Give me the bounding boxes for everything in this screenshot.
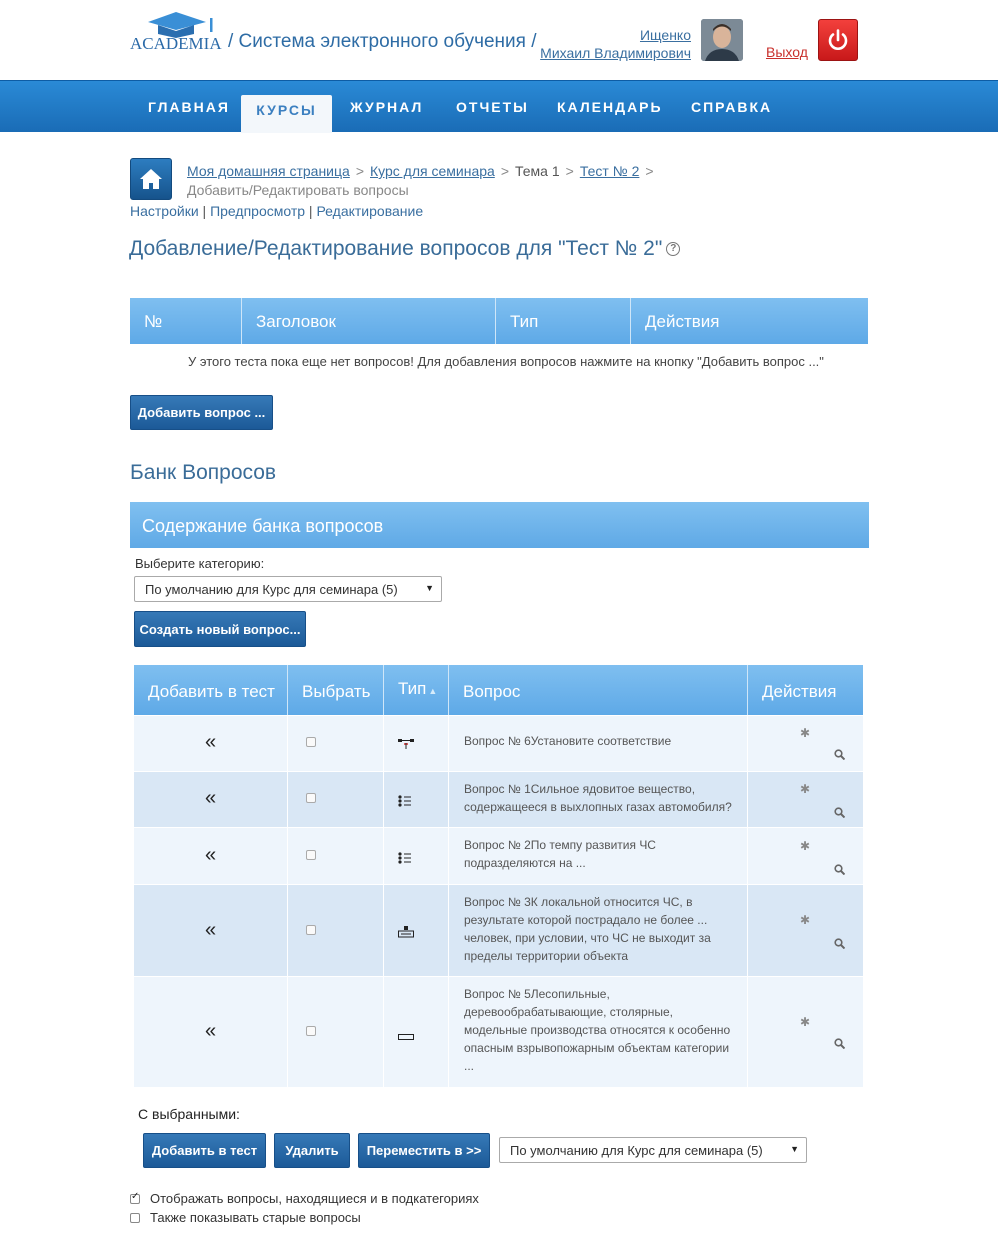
select-checkbox[interactable]: [306, 850, 316, 860]
user-lastname-link[interactable]: Ищенко: [639, 27, 691, 43]
dropdown-arrow-icon: ▼: [790, 1144, 799, 1154]
show-subcategories-checkbox[interactable]: [130, 1194, 140, 1204]
nav-item-reports[interactable]: ОТЧЕТЫ: [456, 99, 529, 115]
dropdown-arrow-icon: ▼: [425, 583, 434, 593]
move-to-button[interactable]: Переместить в >>: [358, 1133, 490, 1168]
breadcrumb-course[interactable]: Курс для семинара: [370, 163, 495, 179]
question-text: Вопрос № 5Лесопильные, деревообрабатывающие, столярные, модельные производства относятся к особенно опасным взрывопожарным объектам категории ...: [464, 987, 731, 1073]
breadcrumb-test[interactable]: Тест № 2: [579, 163, 640, 179]
table-row: [134, 976, 863, 1087]
table-row: [134, 884, 863, 976]
select-checkbox[interactable]: [306, 925, 316, 935]
breadcrumb-topic: Тема 1: [515, 163, 560, 179]
add-to-test-icon[interactable]: «: [204, 844, 217, 866]
add-to-test-icon[interactable]: «: [204, 919, 217, 941]
user-photo-icon: [701, 19, 743, 61]
question-text: Вопрос № 1Сильное ядовитое вещество, содержащееся в выхлопных газах автомобиля?: [464, 782, 732, 814]
power-icon: [826, 28, 850, 52]
home-button[interactable]: [130, 158, 172, 200]
page-title-text: Добавление/Редактирование вопросов для "Тест № 2": [129, 237, 663, 260]
breadcrumb-current: Добавить/Редактировать вопросы: [187, 182, 409, 198]
column-header-actions: Действия: [645, 312, 720, 331]
add-to-test-icon[interactable]: «: [204, 1020, 217, 1042]
category-select[interactable]: [134, 576, 442, 602]
with-selected-label: С выбранными:: [138, 1106, 240, 1122]
settings-links: [130, 203, 423, 219]
add-to-test-icon[interactable]: «: [204, 731, 217, 753]
question-text: Вопрос № 3К локальной относится ЧС, в результате которой пострадало не более ... человек, при условии, что ЧС не выходит за пределы территории объекта: [464, 895, 711, 963]
breadcrumb-separator: >: [500, 163, 509, 179]
column-header-actions: Действия: [762, 682, 837, 701]
show-subcategories-label: Отображать вопросы, находящиеся и в подкатегориях: [150, 1191, 479, 1206]
question-text: Вопрос № 6Установите соответствие: [464, 734, 672, 748]
preview-link[interactable]: Предпросмотр: [210, 203, 306, 219]
preview-magnifier-icon[interactable]: [834, 936, 845, 954]
breadcrumb-home[interactable]: Моя домашняя страница: [187, 163, 350, 179]
link-separator: |: [202, 203, 207, 219]
breadcrumb: [187, 162, 687, 200]
column-header-type[interactable]: [384, 665, 449, 715]
select-checkbox[interactable]: [306, 793, 316, 803]
gear-icon[interactable]: ✱: [800, 782, 811, 796]
help-icon[interactable]: ?: [666, 242, 680, 256]
user-name-link[interactable]: Михаил Владимирович: [540, 45, 691, 61]
preview-magnifier-icon[interactable]: [834, 747, 845, 765]
delete-button[interactable]: Удалить: [274, 1133, 350, 1168]
logout-link[interactable]: Выход: [766, 44, 808, 60]
category-select-value: По умолчанию для Курс для семинара (5): [145, 582, 398, 597]
power-button[interactable]: [818, 19, 858, 61]
preview-magnifier-icon[interactable]: [834, 862, 845, 880]
column-header-question: Вопрос: [449, 665, 748, 715]
home-icon: [138, 167, 164, 191]
empty-message: У этого теста пока еще нет вопросов! Для добавления вопросов нажмите на кнопку "Добавить вопрос ...": [188, 354, 824, 369]
show-subcategories-option: [130, 1191, 479, 1206]
move-target-select[interactable]: [499, 1137, 807, 1163]
gear-icon[interactable]: ✱: [800, 839, 811, 853]
table-row: [134, 771, 863, 827]
column-header-add-to-test: Добавить в тест: [134, 665, 288, 715]
show-old-label: Также показывать старые вопросы: [150, 1210, 361, 1225]
question-bank-title: Банк Вопросов: [130, 461, 277, 484]
academia-logo[interactable]: [130, 12, 222, 54]
nav-item-journal[interactable]: ЖУРНАЛ: [350, 99, 424, 115]
table-row: [134, 827, 863, 884]
column-header-type-label: Тип: [398, 679, 427, 698]
edit-link[interactable]: Редактирование: [316, 203, 424, 219]
avatar[interactable]: [701, 19, 743, 61]
question-text: Вопрос № 2По темпу развития ЧС подразделяются на ...: [464, 838, 656, 870]
nav-item-courses[interactable]: КУРСЫ: [241, 95, 332, 133]
column-header-type: Тип: [496, 298, 631, 344]
breadcrumb-separator: >: [645, 163, 654, 179]
add-to-test-button[interactable]: Добавить в тест: [143, 1133, 266, 1168]
question-bank-table: [134, 665, 863, 1087]
column-header-number: №: [130, 298, 242, 344]
breadcrumb-separator: >: [355, 163, 364, 179]
multichoice-icon: [398, 851, 412, 869]
select-checkbox[interactable]: [306, 1026, 316, 1036]
main-nav: [0, 80, 998, 132]
select-checkbox[interactable]: [306, 737, 316, 747]
add-question-button[interactable]: Добавить вопрос ...: [130, 395, 273, 430]
preview-magnifier-icon[interactable]: [834, 805, 845, 823]
shortanswer-icon: [398, 1028, 414, 1046]
create-question-button[interactable]: Создать новый вопрос...: [134, 611, 306, 647]
multichoice-icon: [398, 794, 412, 812]
question-bank-bar: Содержание банка вопросов: [130, 502, 869, 548]
column-header-title: Заголовок: [242, 298, 496, 344]
column-header-select: Выбрать: [288, 665, 384, 715]
site-title: / Система электронного обучения /: [228, 31, 537, 52]
add-to-test-icon[interactable]: «: [204, 787, 217, 809]
nav-item-home[interactable]: ГЛАВНАЯ: [148, 99, 230, 115]
move-target-value: По умолчанию для Курс для семинара (5): [510, 1143, 763, 1158]
nav-item-help[interactable]: СПРАВКА: [691, 99, 773, 115]
header: [0, 0, 998, 80]
table-row: [134, 715, 863, 771]
show-old-option: [130, 1210, 361, 1225]
show-old-checkbox[interactable]: [130, 1213, 140, 1223]
page-title: [129, 237, 680, 261]
link-separator: |: [308, 203, 313, 219]
nav-item-calendar[interactable]: КАЛЕНДАРЬ: [557, 99, 663, 115]
preview-magnifier-icon[interactable]: [834, 1036, 845, 1054]
sort-arrow-icon: ▲: [428, 686, 438, 696]
gear-icon[interactable]: ✱: [800, 1015, 811, 1029]
numerical-icon: [398, 925, 414, 943]
logo-text: ACADEMIA: [130, 34, 222, 53]
matching-icon: [398, 736, 414, 755]
category-label: Выберите категорию:: [135, 556, 265, 571]
gear-icon[interactable]: ✱: [800, 913, 811, 927]
settings-link[interactable]: Настройки: [130, 203, 199, 219]
gear-icon[interactable]: ✱: [800, 726, 811, 740]
question-bank-table-header: [134, 665, 863, 715]
breadcrumb-separator: >: [565, 163, 574, 179]
quiz-questions-table-header: [130, 298, 868, 344]
